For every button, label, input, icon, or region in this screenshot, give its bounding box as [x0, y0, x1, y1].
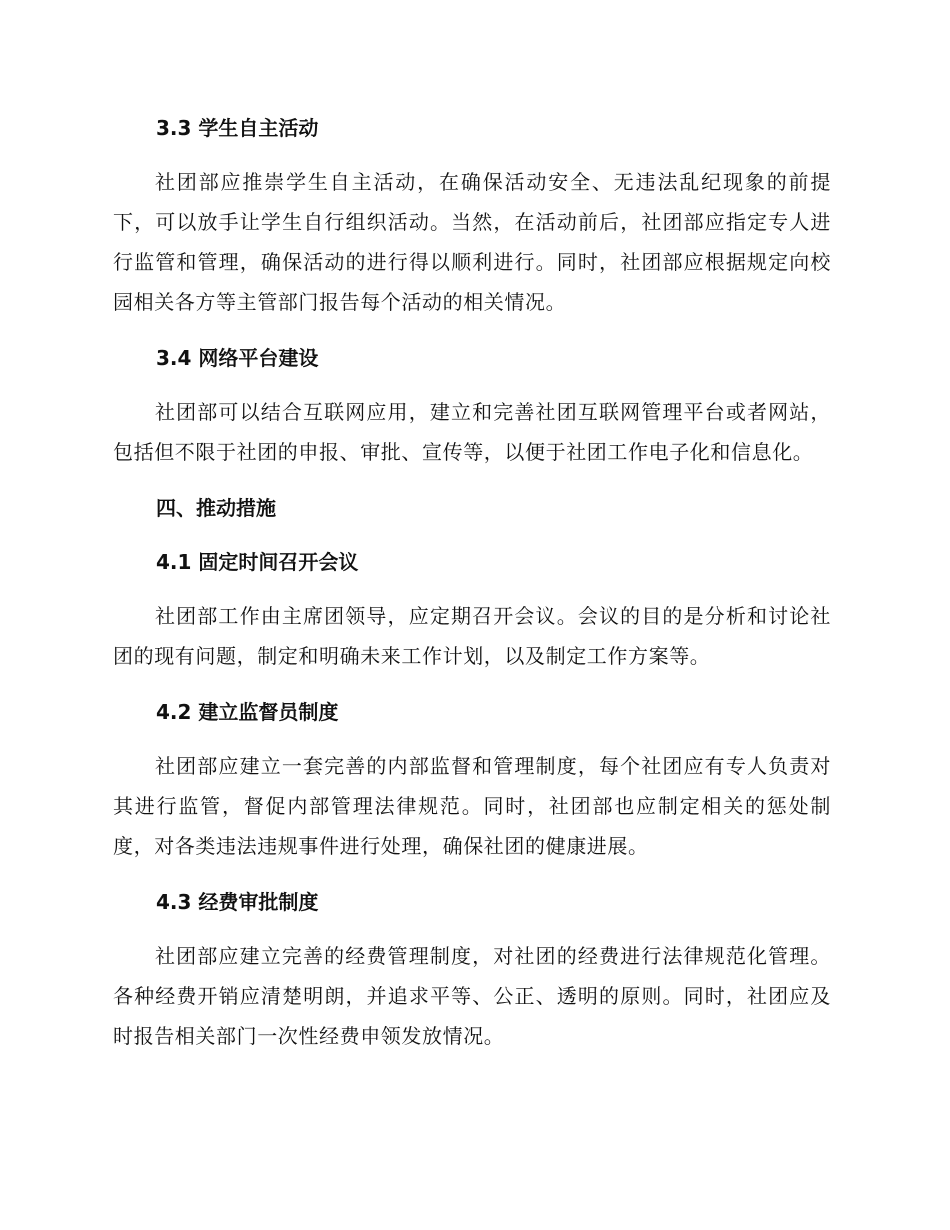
section-paragraph-4-2: 社团部应建立一套完善的内部监督和管理制度，每个社团应有专人负责对其进行监管，督促内部管理法律规范。同时，社团部也应制定相关的惩处制度，对各类违法违规事件进行处理，确保社团的健康进展。: [113, 754, 831, 858]
document-body: [113, 108, 831, 1056]
section-paragraph-4-3: 社团部应建立完善的经费管理制度，对社团的经费进行法律规范化管理。各种经费开销应清楚明朗，并追求平等、公正、透明的原则。同时，社团应及时报告相关部门一次性经费申领发放情况。: [113, 944, 831, 1048]
section-heading-4-2: 4.2 建立监督员制度: [156, 700, 339, 724]
section-heading-3-3: 3.3 学生自主活动: [156, 116, 319, 140]
section-paragraph-3-4: 社团部可以结合互联网应用，建立和完善社团互联网管理平台或者网站，包括但不限于社团的申报、审批、宣传等，以便于社团工作电子化和信息化。: [113, 400, 831, 464]
section-paragraph-4-1: 社团部工作由主席团领导，应定期召开会议。会议的目的是分析和讨论社团的现有问题，制定和明确未来工作计划，以及制定工作方案等。: [113, 604, 831, 668]
section-heading-4-3: 4.3 经费审批制度: [156, 890, 319, 914]
section-heading-3-4: 3.4 网络平台建设: [156, 346, 319, 370]
section-heading-4-1: 4.1 固定时间召开会议: [156, 550, 359, 574]
section-paragraph-3-3: 社团部应推崇学生自主活动，在确保活动安全、无违法乱纪现象的前提下，可以放手让学生自行组织活动。当然，在活动前后，社团部应指定专人进行监管和管理，确保活动的进行得以顺利进行。同时，社团部应根据规定向校园相关各方等主管部门报告每个活动的相关情况。: [113, 170, 831, 314]
chapter-heading-4: 四、推动措施: [156, 496, 276, 520]
